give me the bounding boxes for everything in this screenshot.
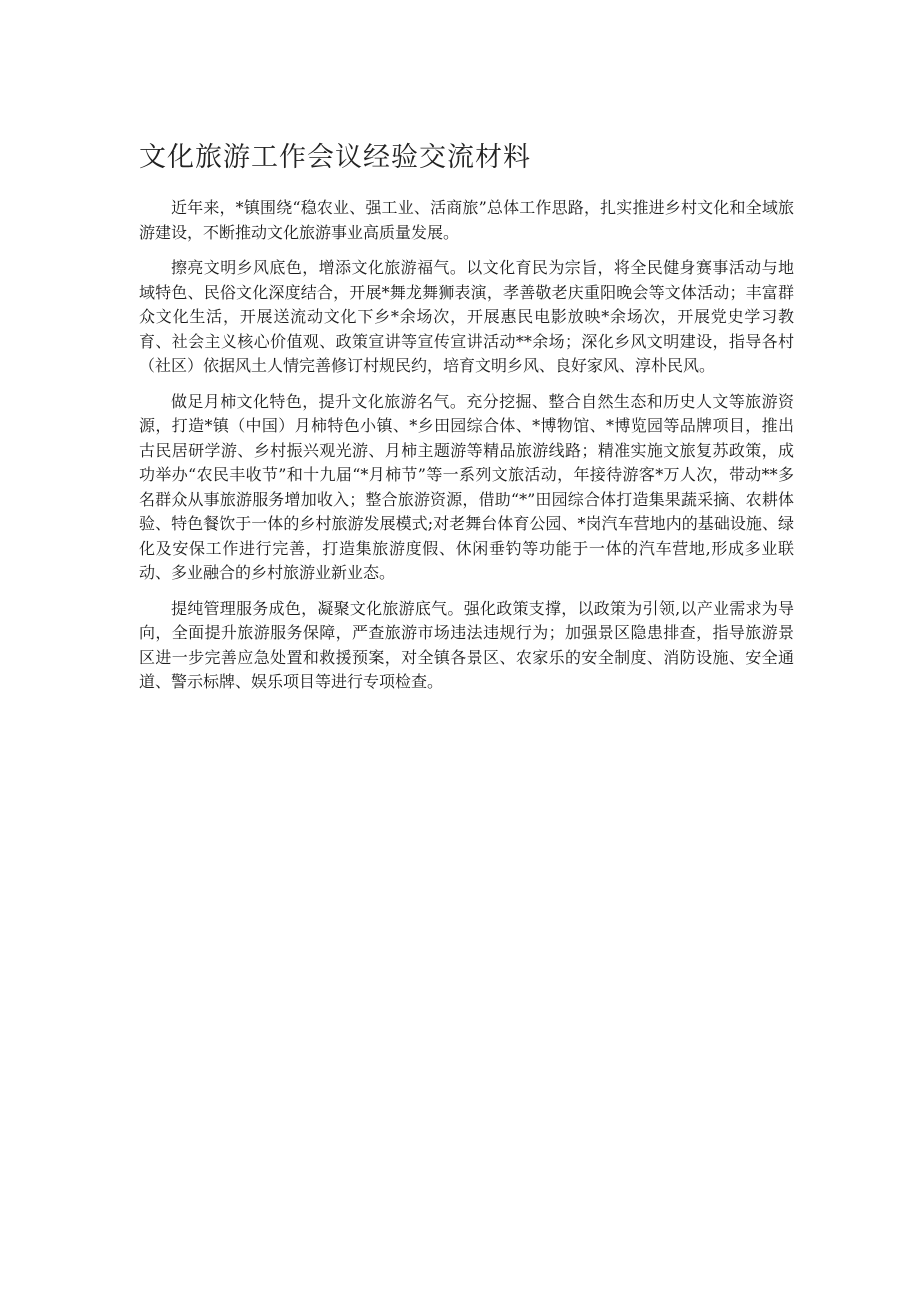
paragraph-persimmon-culture: 做足月柿文化特色，提升文化旅游名气。充分挖掘、整合自然生态和历史人文等旅游资源，打造*镇（中国）月柿特色小镇、*乡田园综合体、*博物馆、*博览园等品牌项目，推出古民居研学游、乡村振兴观光游、月柿主题游等精品旅游线路；精准实施文旅复苏政策，成功举办“农民丰收节”和十九届“*月柿节”等一系列文旅活动，年接待游客*万人次，带动**多名群众从事旅游服务增加收入；整合旅游资源，借助“*”田园综合体打造集果蔬采摘、农耕体验、特色餐饮于一体的乡村旅游发展模式;对老舞台体育公园、*岗汽车营地内的基础设施、绿化及安保工作进行完善，打造集旅游度假、休闲垂钓等功能于一体的汽车营地,形成多业联动、多业融合的乡村旅游业新业态。	[139, 391, 794, 582]
paragraph-intro: 近年来，*镇围绕“稳农业、强工业、活商旅”总体工作思路，扎实推进乡村文化和全域旅游建设，不断推动文化旅游事业高质量发展。	[139, 198, 794, 242]
paragraph-management-service: 提纯管理服务成色，凝聚文化旅游底气。强化政策支撑，以政策为引领,以产业需求为导向，全面提升旅游服务保障，严查旅游市场违法违规行为；加强景区隐患排查，指导旅游景区进一步完善应急处置和救援预案，对全镇各景区、农家乐的安全制度、消防设施、安全通道、警示标牌、娱乐项目等进行专项检查。	[139, 598, 794, 691]
paragraph-civilization: 擦亮文明乡风底色，增添文化旅游福气。以文化育民为宗旨，将全民健身赛事活动与地域特色、民俗文化深度结合，开展*舞龙舞狮表演，孝善敬老庆重阳晚会等文体活动；丰富群众文化生活，开展送流动文化下乡*余场次，开展惠民电影放映*余场次，开展党史学习教育、社会主义核心价值观、政策宣讲等宣传宣讲活动**余场；深化乡风文明建设，指导各村（社区）依据风土人情完善修订村规民约，培育文明乡风、良好家风、淳朴民风。	[139, 258, 794, 375]
document-body	[139, 138, 794, 706]
document-title: 文化旅游工作会议经验交流材料	[139, 142, 531, 173]
